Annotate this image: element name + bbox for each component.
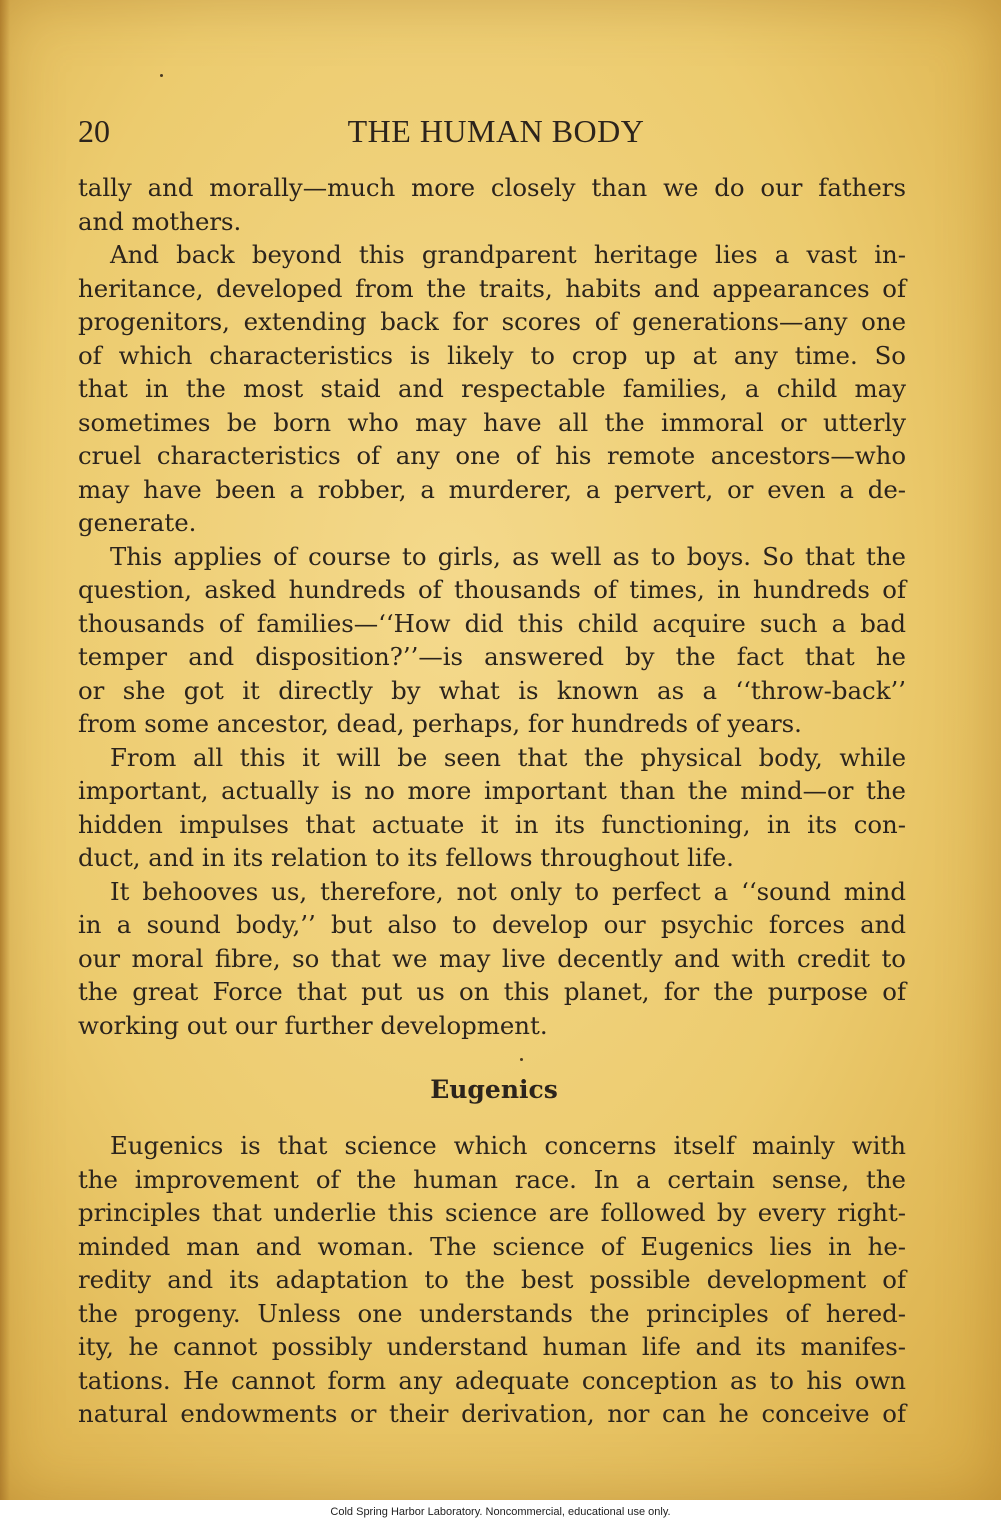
text-line: This applies of course to girls, as well as to boys. So that the <box>110 541 906 571</box>
text-line: the progeny. Unless one understands the principles of hered- <box>78 1298 906 1328</box>
text-line: our moral fibre, so that we may live decently and with credit to <box>78 943 906 973</box>
running-title: THE HUMAN BODY <box>347 113 645 149</box>
paper-speck <box>520 1058 523 1061</box>
text-line: progenitors, extending back for scores of generations—any one <box>78 307 906 336</box>
body-text <box>78 171 906 1042</box>
text-line: thousands of families—‘‘How did this child acquire such a bad <box>78 608 906 638</box>
text-line: redity and its adaptation to the best possible development of <box>78 1265 906 1294</box>
text-line: sometimes be born who may have all the immoral or utterly <box>78 407 906 437</box>
text-line: or she got it directly by what is known as a ‘‘throw-back’’ <box>78 675 906 705</box>
text-line: the great Force that put us on this planet, for the purpose of <box>78 977 906 1006</box>
text-line: minded man and woman. The science of Eugenics lies in he- <box>78 1231 906 1261</box>
text-line: It behooves us, therefore, not only to perfect a ‘‘sound mind <box>110 876 906 906</box>
running-head <box>78 113 904 157</box>
text-line: in a sound body,’’ but also to develop our psychic forces and <box>78 910 906 939</box>
text-line: question, asked hundreds of thousands of times, in hundreds of <box>78 575 906 604</box>
text-line: of which characteristics is likely to crop up at any time. So <box>78 340 906 370</box>
text-line: may have been a robber, a murderer, a pervert, or even a de- <box>78 474 906 504</box>
text-line: working out our further development. <box>78 1010 548 1040</box>
text-line: heritance, developed from the traits, habits and appearances of <box>78 273 906 303</box>
text-line: tally and morally—much more closely than we do our fathers <box>78 173 906 202</box>
text-line: tations. He cannot form any adequate conception as to his own <box>78 1365 906 1395</box>
text-line: Eugenics is that science which concerns itself mainly with <box>110 1131 906 1160</box>
section-heading: Eugenics <box>430 1075 558 1104</box>
section-text <box>78 1129 906 1431</box>
paper-speck <box>160 74 163 77</box>
text-line: natural endowments or their derivation, nor can he conceive of <box>78 1399 906 1428</box>
text-line: duct, and in its relation to its fellows throughout life. <box>78 843 734 872</box>
text-line: hidden impulses that actuate it in its functioning, in its con- <box>78 809 906 839</box>
text-line: generate. <box>78 508 197 537</box>
text-line: temper and disposition?’’—is answered by the fact that he <box>78 642 906 671</box>
text-line: cruel characteristics of any one of his remote ancestors—who <box>78 441 906 470</box>
text-line: important, actually is no more important than the mind—or the <box>78 776 906 805</box>
footer-credit: Cold Spring Harbor Laboratory. Noncommercial, educational use only. <box>330 1506 671 1518</box>
text-line: from some ancestor, dead, perhaps, for hundreds of years. <box>78 709 802 738</box>
text-line: and mothers. <box>78 206 242 236</box>
text-line: From all this it will be seen that the physical body, while <box>110 742 906 772</box>
page-number: 20 <box>78 113 110 149</box>
text-line: ity, he cannot possibly understand human life and its manifes- <box>78 1332 906 1361</box>
text-line: principles that underlie this science are followed by every right- <box>78 1198 906 1227</box>
text-line: the improvement of the human race. In a certain sense, the <box>78 1164 906 1194</box>
text-line: And back beyond this grandparent heritage lies a vast in- <box>110 240 906 269</box>
page-edge-shadow <box>0 0 10 1500</box>
text-line: that in the most staid and respectable families, a child may <box>78 374 906 403</box>
